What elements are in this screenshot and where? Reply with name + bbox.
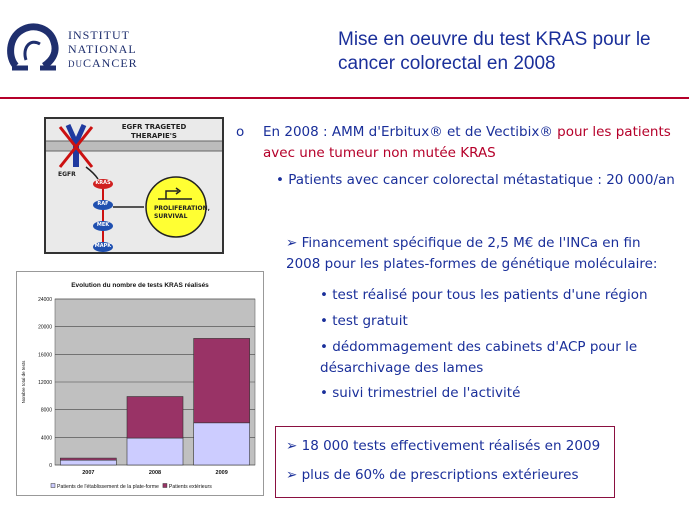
chart-title: Evolution du nombre de tests KRAS réalisés (71, 282, 209, 289)
logo-line-3 (68, 56, 138, 71)
node-mek: MEK (96, 222, 110, 228)
node-kras: KRAS (95, 180, 111, 186)
slide-title-line-1: Mise en oeuvre du test KRAS pour le (338, 29, 651, 50)
sub-bullet-2: • test gratuit (320, 313, 408, 329)
sub-bullet-1: • test réalisé pour tous les patients d'une région (320, 287, 648, 303)
outcome-line-2: SURVIVAL (154, 213, 188, 220)
bullet-1-text-red: pour les patients avec une tumeur non mutée KRAS (263, 124, 671, 161)
y-tick-label-4: 16000 (38, 352, 52, 359)
y-tick-label-5: 20000 (38, 324, 52, 331)
inca-logo (6, 14, 146, 78)
node-mapk: MAPK (94, 243, 112, 249)
bullet-1-text (263, 122, 676, 164)
logo-cancer: CANCER (83, 56, 138, 70)
bullet-2: • Patients avec cancer colorectal métastatique : 20 000/an (276, 172, 675, 188)
y-tick-label-2: 8000 (40, 407, 52, 414)
highlight-line-2: ➢ plus de 60% de prescriptions extérieures (286, 467, 579, 483)
title-divider (0, 97, 689, 99)
bar-2008-series-1 (127, 397, 183, 439)
highlight-line-1: ➢ 18 000 tests effectivement réalisés en 2009 (286, 438, 601, 454)
bullet-1 (236, 122, 676, 164)
bar-2009-series-0 (194, 423, 250, 465)
sub-bullet-4: • suivi trimestriel de l'activité (320, 385, 521, 401)
egfr-heading-line-1: EGFR TRAGETED (121, 123, 187, 131)
egfr-heading-line-2: THERAPIE'S (131, 132, 177, 140)
sub-bullet-2-text: test gratuit (332, 313, 408, 329)
y-tick-label-6: 24000 (38, 297, 52, 303)
outcome-label (154, 205, 210, 221)
legend-swatch-1 (163, 484, 167, 488)
sub-bullet-4-text: suivi trimestriel de l'activité (332, 385, 521, 401)
y-axis-label: Nombre total de tests (21, 360, 26, 404)
chart-svg (17, 272, 263, 495)
egfr-label: EGFR (58, 171, 76, 178)
legend-label-0: Patients de l'établissement de la plate-forme (57, 484, 159, 490)
logo-line-2: NATIONAL (68, 42, 137, 56)
bar-2008-series-0 (127, 438, 183, 465)
node-raf: RAF (97, 201, 109, 207)
bar-2007-series-0 (60, 460, 116, 465)
sub-bullet-3: • dédommagement des cabinets d'ACP pour le désarchivage des lames (320, 339, 638, 376)
egfr-heading (104, 123, 204, 141)
x-tick-label-2: 2009 (215, 470, 228, 476)
x-tick-label-1: 2008 (148, 470, 162, 476)
sub-bullet-1-text: test réalisé pour tous les patients d'une région (332, 287, 648, 303)
bar-2007-series-1 (60, 458, 116, 460)
bullet-1-marker: o (236, 124, 245, 140)
logo-line-1: INSTITUT (68, 28, 130, 42)
y-tick-label-0: 0 (49, 463, 52, 469)
logo-du: DU (68, 59, 83, 69)
bar-2009-series-1 (194, 338, 250, 422)
kras-tests-chart (16, 271, 264, 496)
sub-bullet-3-text: dédommagement des cabinets d'ACP pour le désarchivage des lames (320, 339, 638, 376)
omega-logo-icon (6, 20, 62, 76)
highlight-box (275, 426, 615, 498)
logo-text (68, 28, 138, 71)
egfr-diagram (44, 117, 224, 254)
bullet-1-text-blue: En 2008 : AMM d'Erbitux® et de Vectibix® (263, 124, 553, 140)
legend-label-1: Patients extérieurs (168, 484, 212, 490)
funding-bullet: ➢ Financement spécifique de 2,5 M€ de l'INCa en fin 2008 pour les plates-formes de génétique moléculaire: (286, 235, 658, 272)
slide-title-line-2: cancer colorectal en 2008 (338, 53, 556, 74)
slide-title (338, 28, 668, 76)
y-tick-label-1: 4000 (40, 435, 52, 442)
legend-swatch-0 (51, 484, 55, 488)
y-tick-label-3: 12000 (38, 380, 52, 386)
bullet-2-text: Patients avec cancer colorectal métastatique : 20 000/an (288, 172, 675, 188)
outcome-line-1: PROLIFERATION, (154, 205, 210, 212)
x-tick-label-0: 2007 (82, 470, 95, 476)
